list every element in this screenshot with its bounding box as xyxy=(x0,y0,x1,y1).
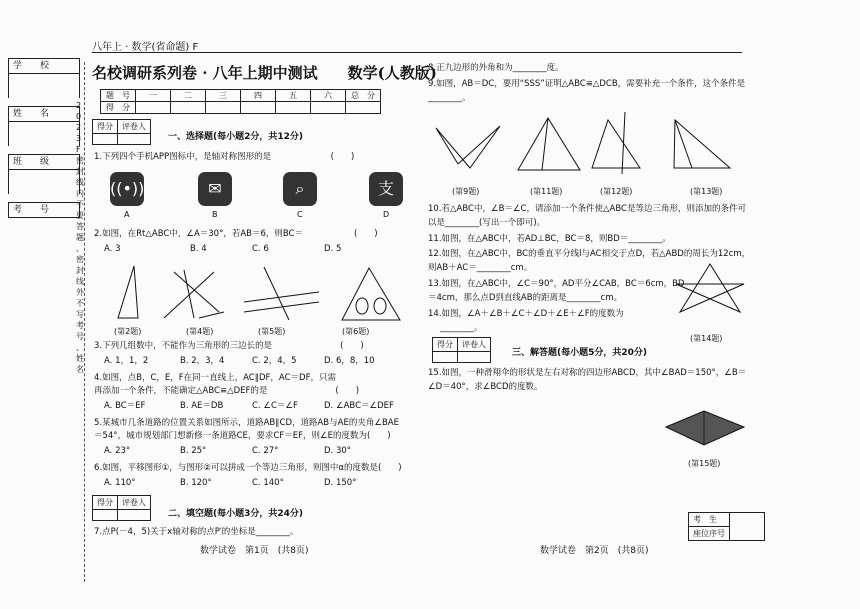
question-1: 1.下列四个手机APP图标中，是轴对称图形的是 ( ) xyxy=(94,152,355,162)
section-choice-title: 一、选择题(每小题2分，共12分) xyxy=(168,132,304,142)
fig5-lines xyxy=(244,267,319,320)
grader-box-1: 得分 评卷人 xyxy=(92,119,151,145)
exam-number-field[interactable]: 考 号 xyxy=(8,202,80,218)
fig6-triangle xyxy=(342,268,400,320)
fig12-triangle xyxy=(592,120,640,168)
seat-number-box: 考 生 座位序号 xyxy=(688,512,765,541)
page-footer-right: 数学试卷 第2页 (共8页) xyxy=(540,546,649,556)
grader-box-2: 得分 评卷人 xyxy=(92,495,151,521)
question-13: 13.如图，在△ABC中，∠C＝90°，AD平分∠CAB，BC＝6cm，BD xyxy=(428,279,685,289)
question-7: 7.点P(－4，5)关于x轴对称的点P′的坐标是________。 xyxy=(94,527,299,537)
question-2: 2.如图，在Rt△ABC中，∠A＝30°，若AB＝6，则BC＝ ( ) xyxy=(94,229,378,239)
question-4: 4.如图，点B，C，E，F在同一直线上，AC∥DF，AC＝DF，只需 xyxy=(94,373,336,383)
question-9: 9.如图，AB＝DC，要用“SSS”证明△ABC≌△DCB，需要补充一个条件，这个条件是 xyxy=(428,79,746,89)
app-search-icon: ⌕ xyxy=(283,172,317,206)
section-solve-title: 三、解答题(每小题5分，共20分) xyxy=(512,348,648,358)
header-divider xyxy=(92,52,742,53)
school-field[interactable]: 学 校 xyxy=(8,58,80,74)
fig4-lines xyxy=(164,270,224,318)
fig15-paraglider xyxy=(660,405,750,453)
question-14: 14.如图，∠A＋∠B＋∠C＋∠D＋∠E＋∠F的度数为 xyxy=(428,309,624,319)
question-11: 11.如图，在△ABC中，若AD⊥BC，BC＝8，则BD＝________。 xyxy=(428,234,671,244)
seal-line-text: 2023 F 密 封 线 内 不 要 答 题 、 密 封 线 外 不 写 考 号 、 姓 名 xyxy=(76,101,84,374)
fig11-triangle xyxy=(518,118,580,170)
fig9-lines xyxy=(436,126,500,168)
page-title: 名校调研系列卷 · 八年上期中测试 数学(人教版) xyxy=(92,64,437,82)
figures-row-left xyxy=(104,262,424,324)
question-10: 10.若△ABC中，∠B＝∠C，请添加一个条件使△ABC是等边三角形，则添加的条件可 xyxy=(428,204,746,214)
fig13-triangle xyxy=(674,120,730,168)
grader-box-3: 得分 评卷人 xyxy=(432,337,491,363)
fig2-triangle xyxy=(118,266,138,318)
class-field[interactable]: 班 级 xyxy=(8,154,80,170)
exam-page: 学 校 姓 名 班 级 考 号 2023 F 密 封 线 内 不 要 答 题 、 密 封 线 外 不 写 考 号 、 姓 名 八年上 · 数学(省命题) F 名校调研系列卷 · 八年上期中测试 数学(人教版) 题 号 一 二 三 四 五 六 总 分 得 分 得分 评卷人 一、选择题(每小题2分，共12分) 1.下列四个手机APP图标中，是轴对称图形的是 ( ) ((•)) ✉ ⌕ 支 A B C D 2.如图，在Rt△ABC中，∠A＝30°，若AB＝6，则BC＝ ( ) A. 3 B. 4 C. 6 D. 5 (第2题) (第4题) (第5题) (第6题) 3.下列几组数中，不能作为三角形的三边长的是 ( ) A. 1，1，2 B. 2，3，4 C. 2，4，5 D. 6，8，10 4.如图，点B，C，E，F在同一直线上，AC∥DF，AC＝DF，只需 再添加一个条件，不能确定△ABC≌△DEF的是 ( ) A. BC＝EF B. AE＝DB C. ∠C＝∠F D. ∠ABC＝∠DEF 5.某城市几条道路的位置关系如图所示，道路AB∥CD，道路AB与AE的夹角∠BAE ＝54°，城市规划部门想新修一条道路CE，要求CF＝EF，则∠E的度数为( ) A. 23° B. 25° C. 27° D. 30° 6.如图，平移图形①，与图形②可以拼成一个等边三角形，则图中α的度数是( ) A. 110° B. 120° C. 140° D. 150° 得分 评卷人 二、填空题(每小题3分，共24分) 7.点P(－4，5)关于x轴对称的点P′的坐标是________。 数学试卷 第1页 (共8页) 8.正九边形的外角和为________度。 9.如图，AB＝DC，要用“SSS”证明△ABC≌△DCB，需要补充一个条件，这个条件是 ________。 (第9题) (第11题) (第12题) (第13题) 10.若△ABC中，∠B＝∠C，请添加一个条件使△ABC是等边三角形，则添加的条件可 以是________(写出一个即可)。 11.如图，在△ABC中，若AD⊥BC，BC＝8，则BD＝________。 12.如图，在△ABC中，BC的垂直平分线l与AC相交于点D，若△ABD的周长为12cm， 则AB＋AC＝________cm。 13.如图，在△ABC中，∠C＝90°，AD平分∠CAB，BC＝6cm，BD ＝4cm，那么点D到直线AB的距离是________cm。 14.如图，∠A＋∠B＋∠C＋∠D＋∠E＋∠F的度数为 ________。 (第14题) 得分 评卷人 三、解答题(每小题5分，共20分) 15.如图，一种滑翔伞的形状是左右对称的四边形ABCD，其中∠BAD＝150°，∠B＝ ∠D＝40°，求∠BCD的度数。 (第15题) 考 生 座位序号 数学试卷 第2页 (共8页) xyxy=(0,0,860,609)
fig14-star xyxy=(670,262,750,328)
app-pay-icon: 支 xyxy=(369,172,403,206)
app-mail-icon: ✉ xyxy=(198,172,232,206)
question-8: 8.正九边形的外角和为________度。 xyxy=(428,63,564,73)
paper-series: 八年上 · 数学(省命题) F xyxy=(92,42,199,53)
section-fill-title: 二、填空题(每小题3分，共24分) xyxy=(168,509,304,519)
page-footer-left: 数学试卷 第1页 (共8页) xyxy=(200,546,309,556)
question-15: 15.如图，一种滑翔伞的形状是左右对称的四边形ABCD，其中∠BAD＝150°，∠B＝ xyxy=(428,368,747,378)
app-wifi-icon: ((•)) xyxy=(110,172,144,206)
name-field[interactable]: 姓 名 xyxy=(8,106,80,122)
student-info-strip xyxy=(8,58,80,228)
question-5: 5.某城市几条道路的位置关系如图所示，道路AB∥CD，道路AB与AE的夹角∠BAE xyxy=(94,418,399,428)
question-6: 6.如图，平移图形①，与图形②可以拼成一个等边三角形，则图中α的度数是( ) xyxy=(94,463,402,473)
question-12: 12.如图，在△ABC中，BC的垂直平分线l与AC相交于点D，若△ABD的周长为12cm， xyxy=(428,249,751,259)
question-3: 3.下列几组数中，不能作为三角形的三边长的是 ( ) xyxy=(94,341,364,351)
score-table: 题 号 一 二 三 四 五 六 总 分 得 分 xyxy=(100,89,381,114)
figures-row-right xyxy=(430,112,750,174)
